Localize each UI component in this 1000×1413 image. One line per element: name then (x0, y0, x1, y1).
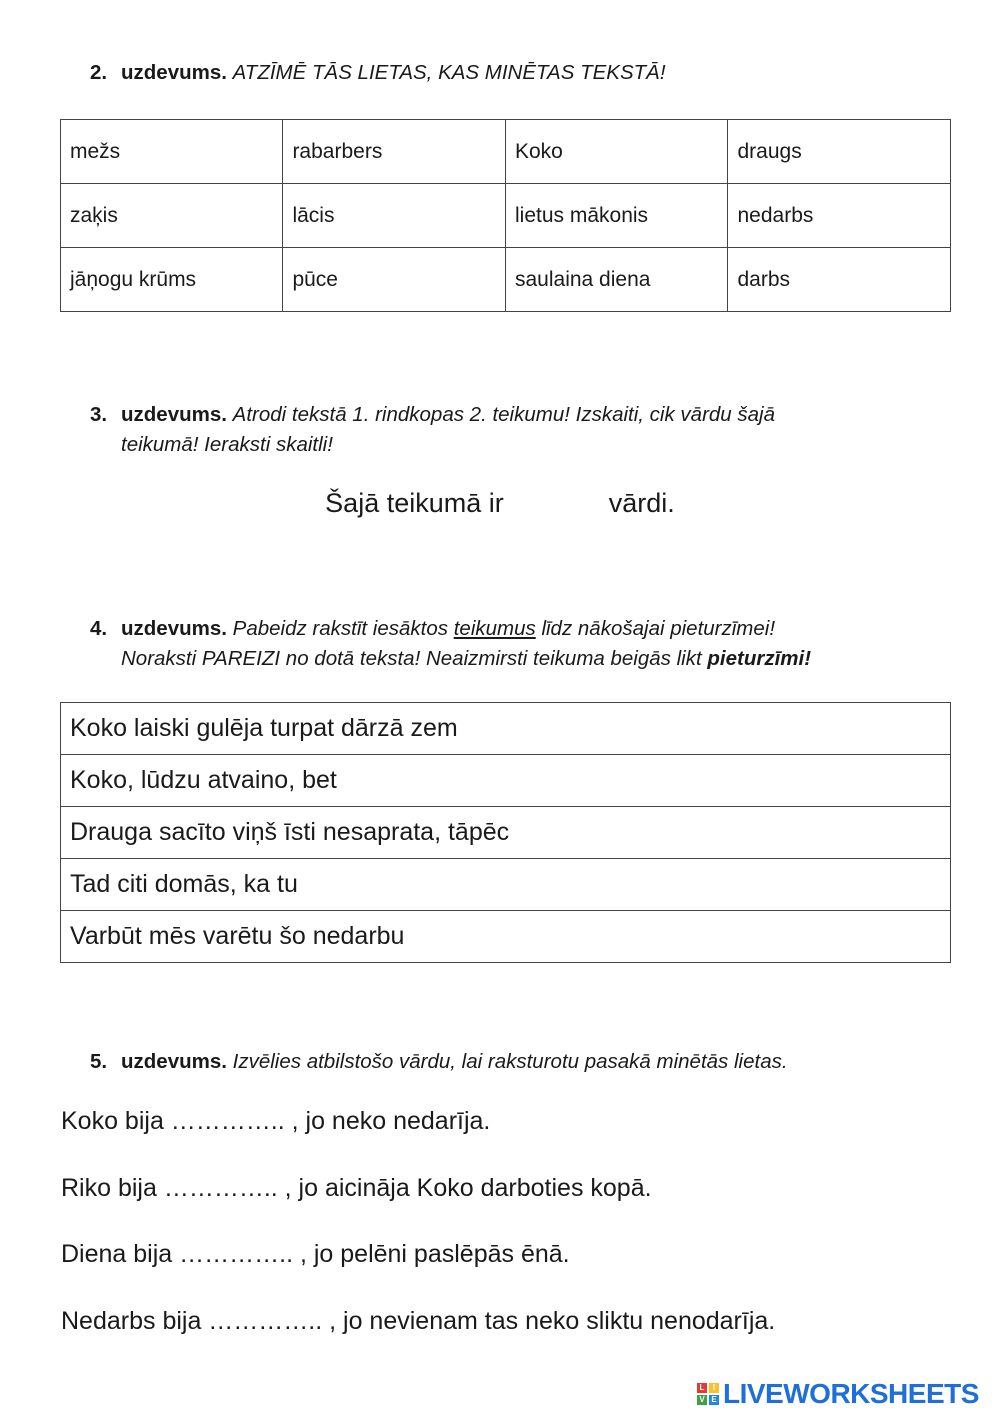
task4-sentence-row[interactable]: Varbūt mēs varētu šo nedarbu (61, 911, 951, 963)
task2-table (60, 119, 951, 312)
task2-heading (90, 58, 666, 88)
table-row (61, 703, 951, 755)
task4-number: 4. (90, 617, 108, 640)
task3-number: 3. (90, 403, 108, 426)
task4-heading-line1 (90, 614, 811, 644)
task5-label: uzdevums. (121, 1050, 227, 1073)
task2-cell[interactable]: lācis (283, 184, 506, 248)
table-row (61, 120, 951, 184)
task5-instruction: Izvēlies atbilstošo vārdu, lai raksturotu pasakā minētās lietas. (232, 1050, 788, 1073)
task4-sentence-row[interactable]: Drauga sacīto viņš īsti nesaprata, tāpēc (61, 807, 951, 859)
logo-text: LIVEWORKSHEETS (723, 1378, 979, 1409)
task3-heading-line1 (90, 400, 775, 430)
task2-cell[interactable]: saulaina diena (505, 248, 728, 312)
task2-label: uzdevums. (121, 61, 227, 84)
task4-instruction-underlined: teikumus (453, 617, 536, 640)
table-row (61, 755, 951, 807)
table-row (61, 248, 951, 312)
task4-instruction-line2: Noraksti PAREIZI no dotā teksta! Neaizmirsti teikuma beigās likt (121, 647, 702, 670)
task2-cell[interactable]: nedarbs (728, 184, 951, 248)
task5-line[interactable]: Nedarbs bija ………….. , jo nevienam tas neko sliktu nenodarīja. (61, 1307, 776, 1335)
task5-line[interactable]: Riko bija ………….. , jo aicināja Koko darboties kopā. (61, 1174, 652, 1202)
logo-block: I (709, 1383, 719, 1393)
logo-blocks-icon (697, 1383, 719, 1405)
liveworksheets-logo[interactable] (697, 1376, 979, 1412)
table-row (61, 184, 951, 248)
task2-cell[interactable]: pūce (283, 248, 506, 312)
task2-cell[interactable]: mežs (61, 120, 283, 184)
task2-cell[interactable]: lietus mākonis (505, 184, 728, 248)
task5-number: 5. (90, 1050, 108, 1073)
table-row (61, 807, 951, 859)
logo-block: L (697, 1383, 707, 1393)
table-row (61, 911, 951, 963)
task4-instruction-b: līdz nākošajai pieturzīmei! (541, 617, 776, 640)
task4-table (60, 702, 951, 963)
task3-instruction-1: Atrodi tekstā 1. rindkopas 2. teikumu! Izskaiti, cik vārdu šajā (232, 403, 776, 426)
task4-sentence-row[interactable]: Koko laiski gulēja turpat dārzā zem (61, 703, 951, 755)
task2-instruction: ATZĪMĒ TĀS LIETAS, KAS MINĒTAS TEKSTĀ! (232, 61, 666, 84)
task3-sentence (0, 488, 1000, 519)
table-row (61, 859, 951, 911)
task4-instruction-bold: pieturzīmi! (707, 647, 812, 670)
task4-sentence-row[interactable]: Tad citi domās, ka tu (61, 859, 951, 911)
task3-label: uzdevums. (121, 403, 227, 426)
task3-heading (90, 400, 775, 460)
task2-cell[interactable]: darbs (728, 248, 951, 312)
task4-heading (90, 614, 811, 674)
task5-heading (90, 1047, 788, 1077)
task4-sentence-row[interactable]: Koko, lūdzu atvaino, bet (61, 755, 951, 807)
task3-instruction-2: teikumā! Ieraksti skaitli! (121, 433, 333, 456)
task5-line[interactable]: Diena bija ………….. , jo pelēni paslēpās ēnā. (61, 1240, 570, 1268)
task2-cell[interactable]: rabarbers (283, 120, 506, 184)
task2-cell[interactable]: draugs (728, 120, 951, 184)
task2-cell[interactable]: Koko (505, 120, 728, 184)
task4-heading-line2 (90, 644, 811, 674)
task2-cell[interactable]: jāņogu krūms (61, 248, 283, 312)
task2-cell[interactable]: zaķis (61, 184, 283, 248)
task3-sentence-end: vārdi. (608, 488, 675, 518)
task2-number: 2. (90, 61, 108, 84)
task4-label: uzdevums. (121, 617, 227, 640)
logo-block: E (709, 1395, 719, 1405)
logo-block: V (697, 1395, 707, 1405)
task4-instruction-a: Pabeidz rakstīt iesāktos (232, 617, 449, 640)
task3-sentence-start: Šajā teikumā ir (325, 488, 504, 518)
task5-line[interactable]: Koko bija ………….. , jo neko nedarīja. (61, 1107, 491, 1135)
